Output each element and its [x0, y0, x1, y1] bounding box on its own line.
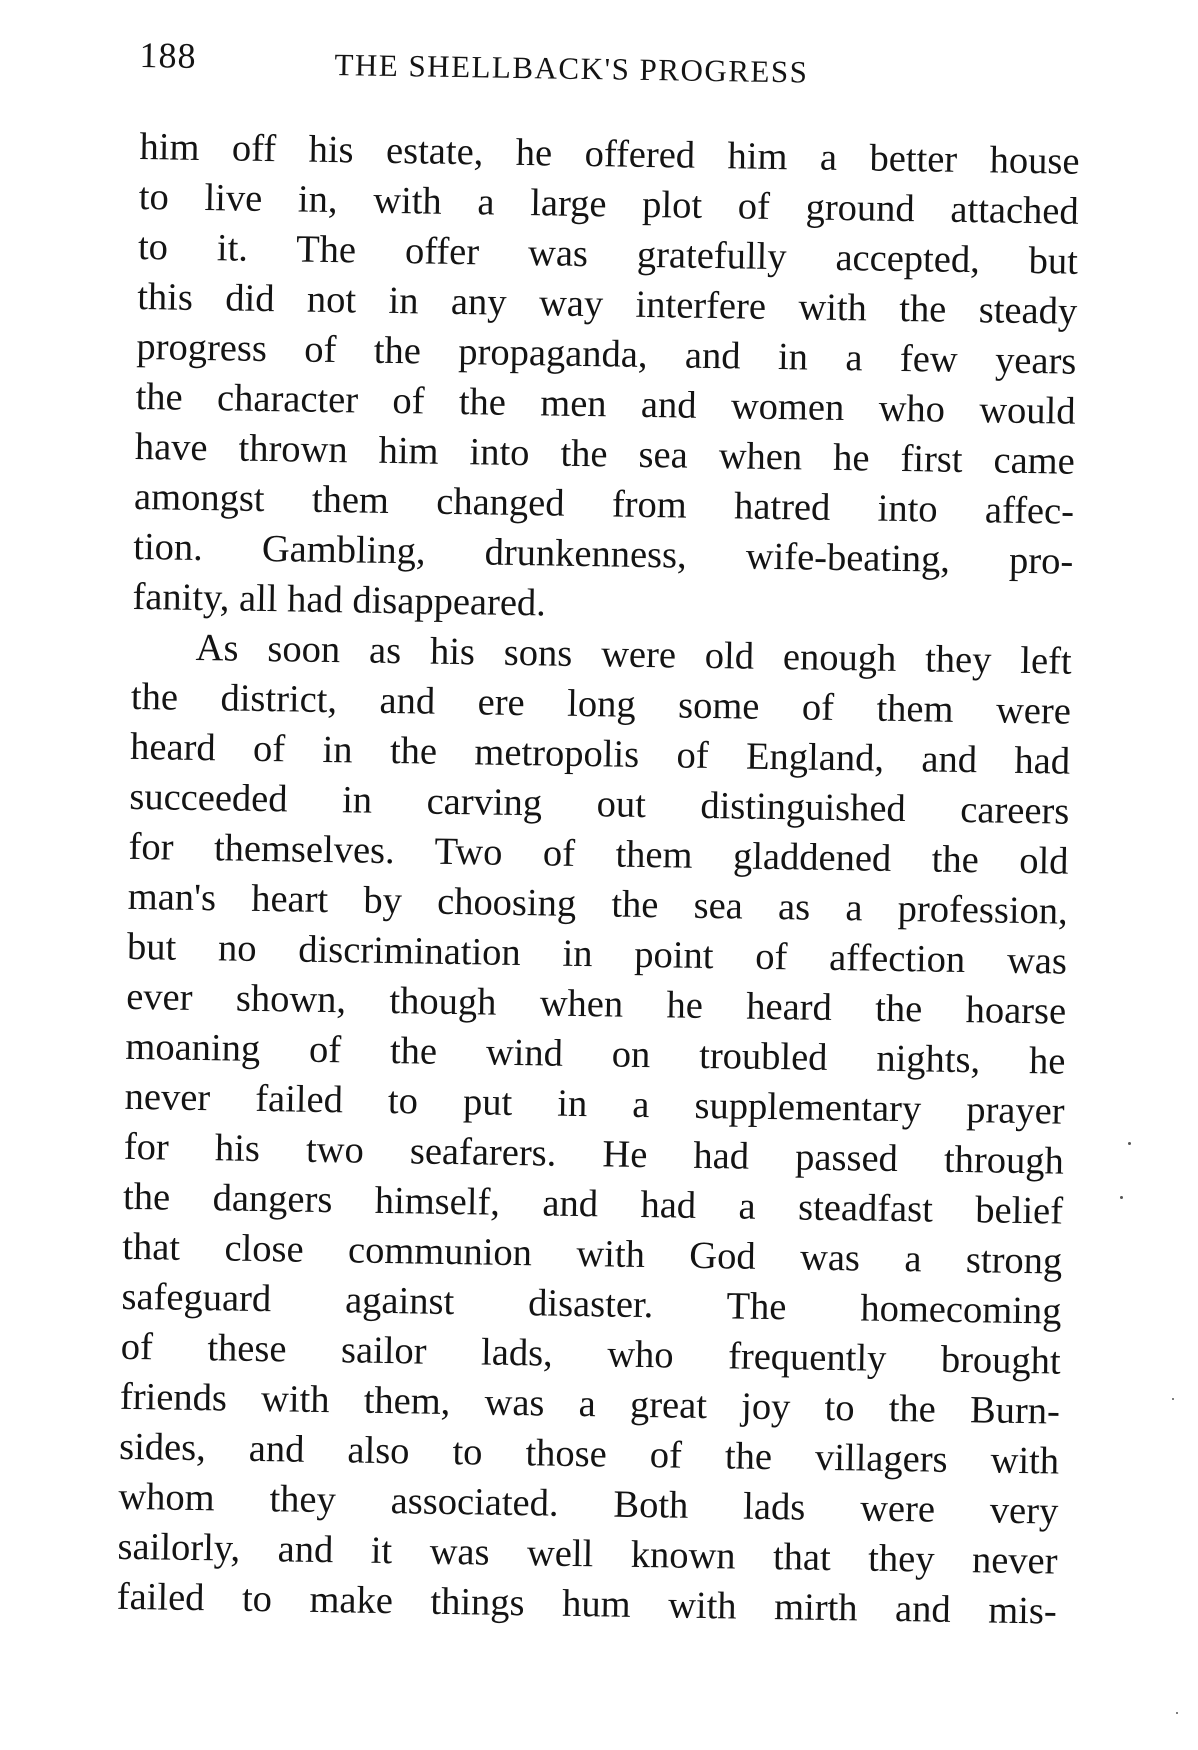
paragraph [132, 122, 1080, 637]
text-line: moaning of the wind on troubled nights, he [125, 1025, 1066, 1083]
paragraph [116, 622, 1072, 1637]
text-line: failed to make things hum with mirth and mis- [116, 1575, 1058, 1633]
text-line: the character of the men and women who would [135, 375, 1076, 433]
scan-speck [1172, 1398, 1174, 1400]
body-text [116, 122, 1079, 1637]
scan-speck [1120, 1196, 1123, 1199]
text-line: for themselves. Two of them gladdened the old [128, 825, 1069, 883]
text-line: whom they associated. Both lads were very [118, 1475, 1059, 1533]
running-head: THE SHELLBACK'S PROGRESS [334, 47, 809, 90]
text-line: this did not in any way interfere with the steady [136, 275, 1078, 333]
text-line: to live in, with a large plot of ground attached [138, 175, 1080, 233]
text-line: have thrown him into the sea when he first came [134, 425, 1076, 483]
text-line: the district, and ere long some of them were [130, 675, 1072, 733]
text-line: ever shown, though when he heard the hoarse [125, 975, 1067, 1033]
text-line: that close communion with God was a strong [121, 1225, 1063, 1283]
text-line: him off his estate, he offered him a better house [139, 125, 1080, 183]
text-line: the dangers himself, and had a steadfast belief [122, 1175, 1064, 1233]
text-line: progress of the propaganda, and in a few years [136, 325, 1077, 383]
text-line: succeeded in carving out distinguished careers [129, 775, 1070, 833]
text-line: man's heart by choosing the sea as a profession, [127, 875, 1069, 933]
text-line: never failed to put in a supplementary prayer [124, 1075, 1065, 1133]
text-line: safeguard against disaster. The homecoming [121, 1275, 1062, 1333]
text-line: to it. The offer was gratefully accepted, but [137, 225, 1079, 283]
text-line: of these sailor lads, who frequently brought [120, 1325, 1061, 1383]
text-line: sailorly, and it was well known that they never [117, 1525, 1058, 1583]
page-header [139, 30, 1060, 104]
text-line: As soon as his sons were old enough they left [195, 626, 1072, 683]
scan-speck [1128, 1142, 1131, 1145]
text-line: amongst them changed from hatred into affec- [133, 475, 1075, 533]
text-line: for his two seafarers. He had passed through [123, 1125, 1065, 1183]
page-number: 188 [139, 34, 197, 76]
text-line: sides, and also to those of the villagers with [118, 1425, 1060, 1483]
text-line: heard of in the metropolis of England, and had [129, 725, 1071, 783]
text-line: tion. Gambling, drunkenness, wife-beating, pro- [132, 525, 1074, 583]
scan-speck [1176, 1712, 1178, 1714]
text-line: but no discrimination in point of affection was [126, 925, 1068, 983]
text-line: fanity, all had disappeared. [132, 575, 547, 625]
text-line: friends with them, was a great joy to the Burn- [119, 1375, 1061, 1433]
